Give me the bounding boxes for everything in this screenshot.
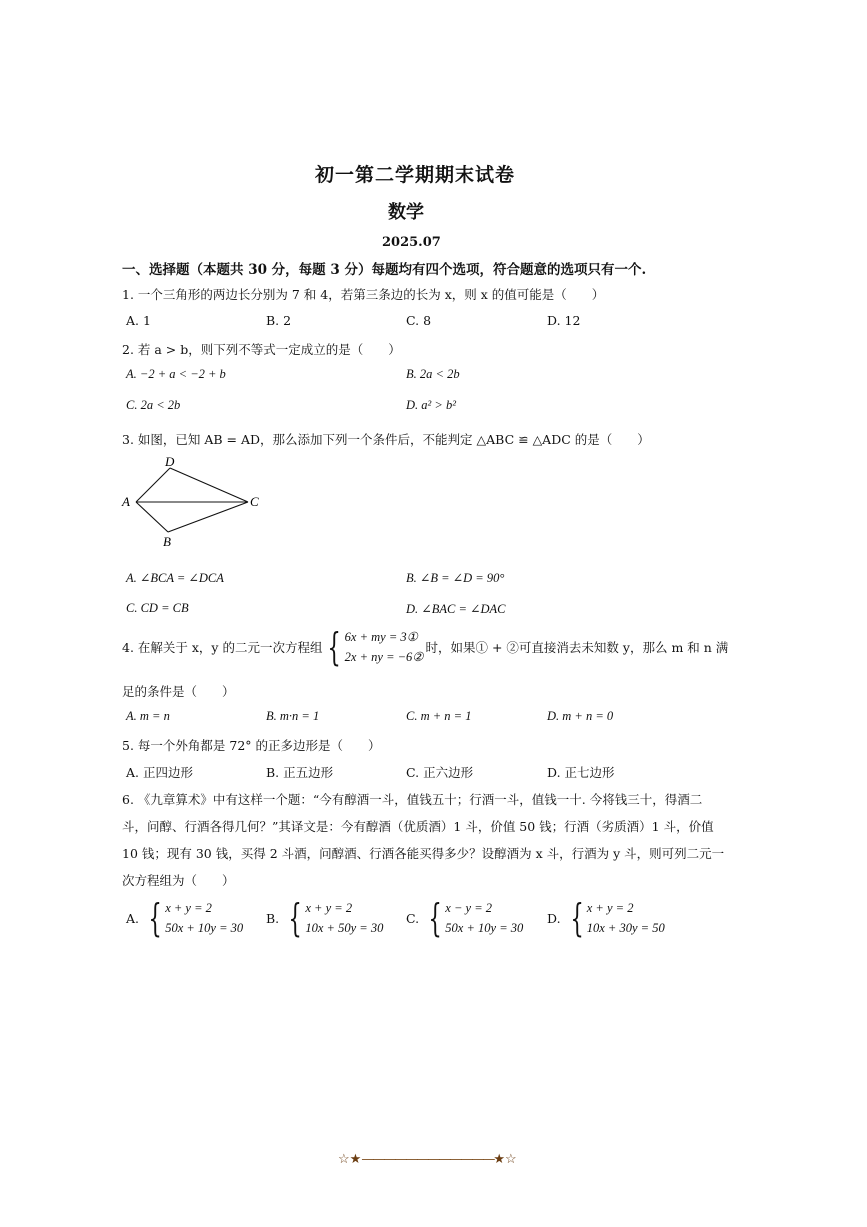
question-6-line1: 6. 《九章算术》中有这样一个题：“今有醇酒一斗，值钱五十；行酒一斗，值钱一十. 今将钱三十，得酒二 bbox=[122, 792, 703, 807]
question-6-option-a bbox=[126, 898, 243, 938]
question-6-line3: 10 钱；现有 30 钱，买得 2 斗酒，问醇酒、行酒各能买得多少？设醇酒为 x 斗，行酒为 y 斗，则可列二元一 bbox=[122, 846, 725, 861]
section-heading: 一、选择题（本题共 30 分，每题 3 分）每题均有四个选项，符合题意的选项只有一个. bbox=[122, 262, 647, 278]
question-6-option-a-eq1: x + y = 2 bbox=[165, 901, 212, 915]
question-1-option-d: D. 12 bbox=[547, 313, 581, 328]
footer-line: ———————————— bbox=[361, 1152, 494, 1167]
question-6-option-d-eq2: 10x + 30y = 50 bbox=[586, 921, 665, 935]
question-4-equation-system bbox=[322, 627, 423, 667]
question-6-option-d-label: D. bbox=[547, 910, 561, 926]
question-2-stem: 2. 若 a > b，则下列不等式一定成立的是（ ） bbox=[122, 342, 401, 357]
question-5-stem: 5. 每一个外角都是 72° 的正多边形是（ ） bbox=[122, 738, 381, 753]
brace-icon: { bbox=[327, 625, 342, 669]
question-6-option-c-eq1: x − y = 2 bbox=[445, 901, 492, 915]
question-4-option-a: A. m = n bbox=[126, 709, 170, 723]
question-2-option-a: A. −2 + a < −2 + b bbox=[126, 367, 226, 381]
question-3-option-b: B. ∠B = ∠D = 90° bbox=[406, 571, 505, 585]
question-3-option-d: D. ∠BAC = ∠DAC bbox=[406, 602, 506, 616]
brace-icon: { bbox=[288, 896, 302, 940]
question-6-option-a-label: A. bbox=[126, 910, 140, 926]
question-5-option-a: A. 正四边形 bbox=[126, 765, 193, 780]
question-6-line2: 斗，问醇、行酒各得几何？”其译文是：今有醇酒（优质酒）1 斗，价值 50 钱；行酒（劣质酒）1 斗，价值 bbox=[122, 819, 714, 834]
segment-ad bbox=[136, 468, 170, 502]
question-2-option-d: D. a² > b² bbox=[406, 398, 456, 412]
question-2-option-b: B. 2a < 2b bbox=[406, 367, 460, 381]
question-1-option-b: B. 2 bbox=[266, 313, 292, 328]
footer-stars-left: ☆★ bbox=[338, 1152, 362, 1167]
question-3-option-a: A. ∠BCA = ∠DCA bbox=[126, 571, 224, 585]
question-4-stem-before: 4. 在解关于 x，y 的二元一次方程组 bbox=[122, 640, 323, 655]
question-4-eq1: 6x + my = 3① bbox=[344, 630, 418, 644]
question-6-option-d bbox=[547, 898, 665, 938]
page-footer bbox=[338, 1152, 517, 1167]
question-6-option-b bbox=[266, 898, 383, 938]
question-4-stem bbox=[122, 627, 728, 667]
question-3-option-c: C. CD = CB bbox=[126, 601, 189, 615]
question-2-option-c: C. 2a < 2b bbox=[126, 398, 181, 412]
footer-stars-right: ★☆ bbox=[493, 1152, 517, 1167]
question-6-option-c bbox=[406, 898, 523, 938]
label-d: D bbox=[165, 454, 175, 469]
question-1-stem: 1. 一个三角形的两边长分别为 7 和 4，若第三条边的长为 x，则 x 的值可能是（ ） bbox=[122, 287, 605, 302]
segment-dc bbox=[170, 468, 248, 502]
question-5-option-c: C. 正六边形 bbox=[406, 765, 474, 780]
question-6-option-b-eq2: 10x + 50y = 30 bbox=[305, 921, 384, 935]
question-4-option-d: D. m + n = 0 bbox=[547, 709, 614, 723]
question-6-option-c-eq2: 50x + 10y = 30 bbox=[445, 921, 524, 935]
segment-bc bbox=[168, 502, 248, 532]
question-6-option-b-eq1: x + y = 2 bbox=[305, 901, 353, 915]
question-6-option-b-label: B. bbox=[266, 910, 280, 926]
question-6-line4: 次方程组为（ ） bbox=[122, 873, 235, 888]
question-4-option-b: B. m·n = 1 bbox=[266, 709, 320, 723]
brace-icon: { bbox=[428, 896, 442, 940]
question-4-stem-line2: 足的条件是（ ） bbox=[122, 684, 235, 699]
question-3-stem: 3. 如图，已知 AB = AD，那么添加下列一个条件后，不能判定 △ABC ≌ △ADC 的是（ ） bbox=[122, 432, 650, 447]
question-4-eq2: 2x + ny = −6② bbox=[344, 650, 424, 664]
subject-title: 数学 bbox=[388, 202, 424, 223]
question-1-option-a: A. 1 bbox=[126, 313, 151, 328]
label-b: B bbox=[163, 534, 171, 549]
label-a: A bbox=[122, 494, 130, 509]
brace-icon: { bbox=[148, 896, 162, 940]
page-title: 初一第二学期期末试卷 bbox=[315, 164, 516, 186]
segment-ab bbox=[136, 502, 168, 532]
question-6-option-a-eq2: 50x + 10y = 30 bbox=[165, 921, 244, 935]
brace-icon: { bbox=[570, 896, 584, 940]
question-6-option-c-label: C. bbox=[406, 910, 420, 926]
question-5-option-d: D. 正七边形 bbox=[547, 765, 615, 780]
exam-date: 2025.07 bbox=[382, 235, 441, 250]
question-5-option-b: B. 正五边形 bbox=[266, 765, 334, 780]
question-4-option-c: C. m + n = 1 bbox=[406, 709, 472, 723]
question-3-figure bbox=[120, 452, 270, 552]
question-6-option-d-eq1: x + y = 2 bbox=[586, 901, 634, 915]
question-1-option-c: C. 8 bbox=[406, 313, 432, 328]
question-4-stem-after: 时，如果① + ②可直接消去未知数 y，那么 m 和 n 满 bbox=[425, 640, 729, 655]
label-c: C bbox=[250, 494, 259, 509]
